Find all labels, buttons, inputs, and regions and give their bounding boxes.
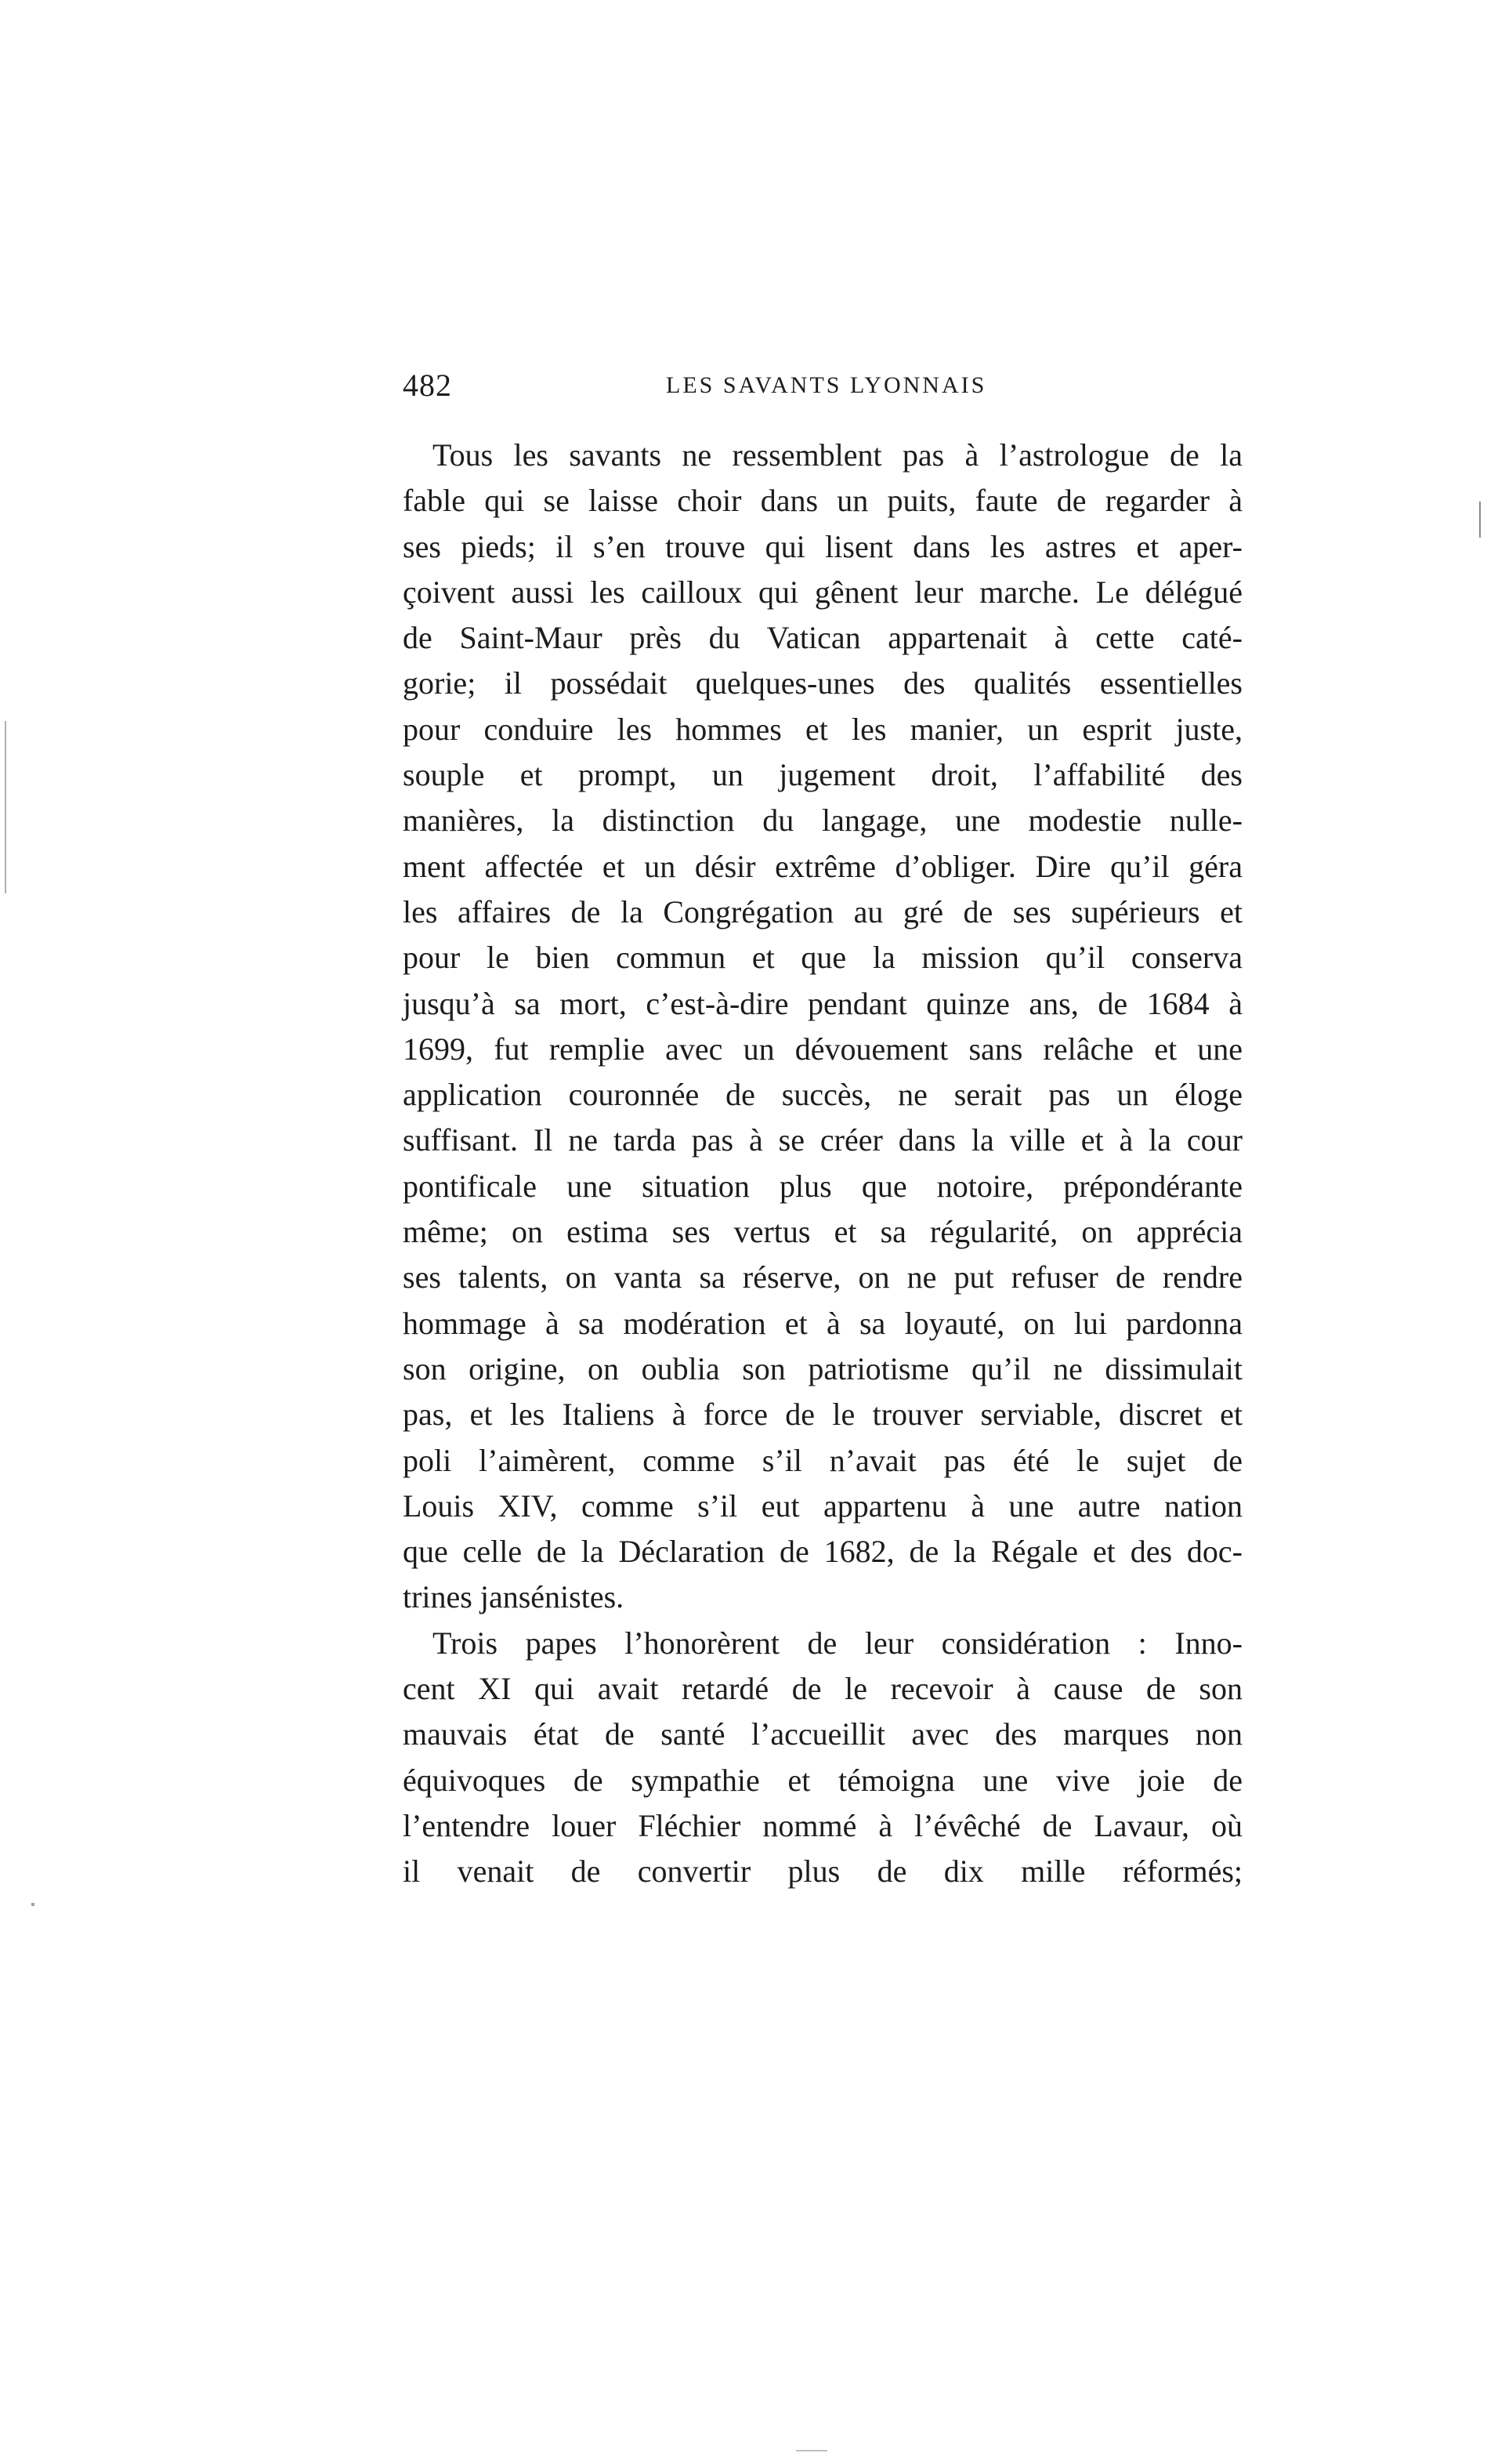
text-line: poli l’aimèrent, comme s’il n’avait pas été le sujet de	[403, 1442, 1243, 1478]
text-line: de Saint-Maur près du Vatican appartenait à cette caté-	[403, 620, 1243, 656]
text-line: souple et prompt, un jugement droit, l’affabilité des	[403, 757, 1243, 793]
text-line: équivoques de sympathie et témoigna une vive joie de	[403, 1762, 1243, 1798]
text-line: même; on estima ses vertus et sa régularité, on apprécia	[403, 1214, 1243, 1250]
body-text	[403, 433, 1243, 1906]
page-number: 482	[403, 368, 452, 403]
text-line: trines jansénistes.	[403, 1579, 624, 1615]
text-line: cent XI qui avait retardé de le recevoir à cause de son	[403, 1671, 1243, 1707]
text-line: ses talents, on vanta sa réserve, on ne put refuser de rendre	[403, 1259, 1243, 1295]
scan-mark	[796, 2450, 827, 2451]
text-line: pas, et les Italiens à force de le trouver serviable, discret et	[403, 1397, 1243, 1433]
scan-mark	[1479, 502, 1481, 538]
text-line: mauvais état de santé l’accueillit avec des marques non	[403, 1716, 1243, 1752]
scan-mark	[5, 721, 6, 893]
text-line: çoivent aussi les cailloux qui gênent leur marche. Le délégué	[403, 574, 1243, 610]
text-line: Trois papes l’honorèrent de leur considération : Inno-	[432, 1625, 1243, 1661]
text-line: les affaires de la Congrégation au gré de ses supérieurs et	[403, 893, 1243, 929]
text-line: il venait de convertir plus de dix mille réformés;	[403, 1853, 1243, 1890]
text-line: jusqu’à sa mort, c’est-à-dire pendant quinze ans, de 1684 à	[403, 985, 1243, 1021]
text-line: Louis XIV, comme s’il eut appartenu à une autre nation	[403, 1487, 1243, 1524]
text-line: ment affectée et un désir extrême d’obliger. Dire qu’il géra	[403, 848, 1243, 884]
text-line: 1699, fut remplie avec un dévouement sans relâche et une	[403, 1031, 1243, 1067]
text-line: manières, la distinction du langage, une modestie nulle-	[403, 803, 1243, 839]
text-line: hommage à sa modération et à sa loyauté, on lui pardonna	[403, 1305, 1243, 1341]
text-line: gorie; il possédait quelques-unes des qualités essentielles	[403, 665, 1243, 701]
text-line: Tous les savants ne ressemblent pas à l’astrologue de la	[432, 437, 1243, 473]
scan-mark	[31, 1903, 34, 1906]
text-line: pour le bien commun et que la mission qu’il conserva	[403, 940, 1243, 976]
running-title: LES SAVANTS LYONNAIS	[666, 372, 987, 398]
text-line: pontificale une situation plus que notoire, prépondérante	[403, 1168, 1243, 1204]
text-line: fable qui se laisse choir dans un puits, faute de regarder à	[403, 483, 1243, 519]
text-line: l’entendre louer Fléchier nommé à l’évêché de Lavaur, où	[403, 1807, 1243, 1843]
text-line: application couronnée de succès, ne serait pas un éloge	[403, 1077, 1243, 1113]
running-head	[403, 362, 1246, 409]
text-line: son origine, on oublia son patriotisme qu’il ne dissimulait	[403, 1350, 1243, 1386]
text-line: suffisant. Il ne tarda pas à se créer dans la ville et à la cour	[403, 1122, 1243, 1158]
text-line: que celle de la Déclaration de 1682, de la Régale et des doc-	[403, 1534, 1243, 1570]
text-line: pour conduire les hommes et les manier, un esprit juste,	[403, 711, 1243, 747]
text-line: ses pieds; il s’en trouve qui lisent dans les astres et aper-	[403, 528, 1243, 564]
